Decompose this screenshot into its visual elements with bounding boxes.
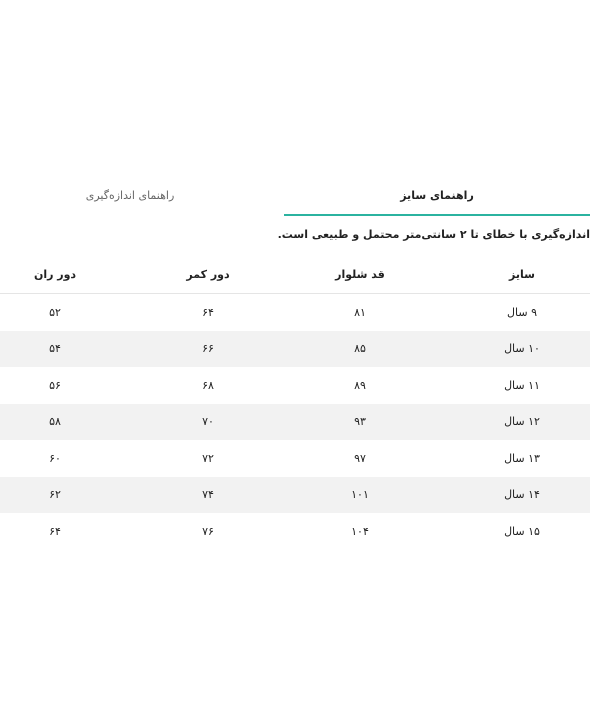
cell-size: ۱۴ سال bbox=[504, 488, 540, 502]
size-table bbox=[0, 256, 590, 550]
header-length: قد شلوار bbox=[335, 268, 385, 281]
cell-length: ۸۹ bbox=[354, 378, 366, 392]
table-row bbox=[0, 513, 590, 550]
table-row bbox=[0, 294, 590, 331]
table-header-row bbox=[0, 256, 590, 294]
table-row bbox=[0, 440, 590, 477]
cell-length: ۸۵ bbox=[354, 342, 366, 356]
header-thigh: دور ران bbox=[33, 268, 77, 281]
cell-waist: ۷۶ bbox=[202, 524, 214, 538]
cell-size: ۱۲ سال bbox=[504, 415, 540, 429]
cell-size: ۱۰ سال bbox=[504, 342, 540, 356]
cell-waist: ۶۴ bbox=[202, 305, 214, 319]
size-guide-tabs bbox=[0, 178, 600, 214]
cell-length: ۱۰۴ bbox=[351, 524, 369, 538]
cell-waist: ۶۸ bbox=[202, 378, 214, 392]
cell-thigh: ۶۲ bbox=[49, 488, 61, 502]
cell-waist: ۷۴ bbox=[202, 488, 214, 502]
cell-thigh: ۵۸ bbox=[49, 415, 61, 429]
cell-size: ۱۵ سال bbox=[504, 524, 540, 538]
cell-thigh: ۵۲ bbox=[49, 305, 61, 319]
table-row bbox=[0, 477, 590, 514]
header-size: سایز bbox=[509, 268, 535, 281]
cell-length: ۱۰۱ bbox=[351, 488, 369, 502]
cell-size: ۱۱ سال bbox=[504, 378, 540, 392]
tab-size-guide[interactable]: راهنمای سایز bbox=[284, 178, 590, 216]
cell-waist: ۷۰ bbox=[202, 415, 214, 429]
cell-thigh: ۵۶ bbox=[49, 378, 61, 392]
table-row bbox=[0, 367, 590, 404]
cell-length: ۹۳ bbox=[354, 415, 366, 429]
measurement-note: اندازه‌گیری با خطای تا ۲ سانتی‌متر محتمل و طبیعی است. bbox=[277, 228, 590, 241]
header-waist: دور کمر bbox=[186, 268, 230, 281]
table-row bbox=[0, 404, 590, 441]
cell-waist: ۷۲ bbox=[202, 451, 214, 465]
cell-length: ۹۷ bbox=[354, 451, 366, 465]
cell-thigh: ۶۰ bbox=[49, 451, 61, 465]
cell-length: ۸۱ bbox=[354, 305, 366, 319]
tab-measurement-guide[interactable]: راهنمای اندازه‌گیری bbox=[85, 189, 175, 202]
cell-thigh: ۶۴ bbox=[49, 524, 61, 538]
cell-waist: ۶۶ bbox=[202, 342, 214, 356]
cell-thigh: ۵۴ bbox=[49, 342, 61, 356]
cell-size: ۱۳ سال bbox=[504, 451, 540, 465]
table-row bbox=[0, 331, 590, 368]
cell-size: ۹ سال bbox=[507, 305, 537, 319]
